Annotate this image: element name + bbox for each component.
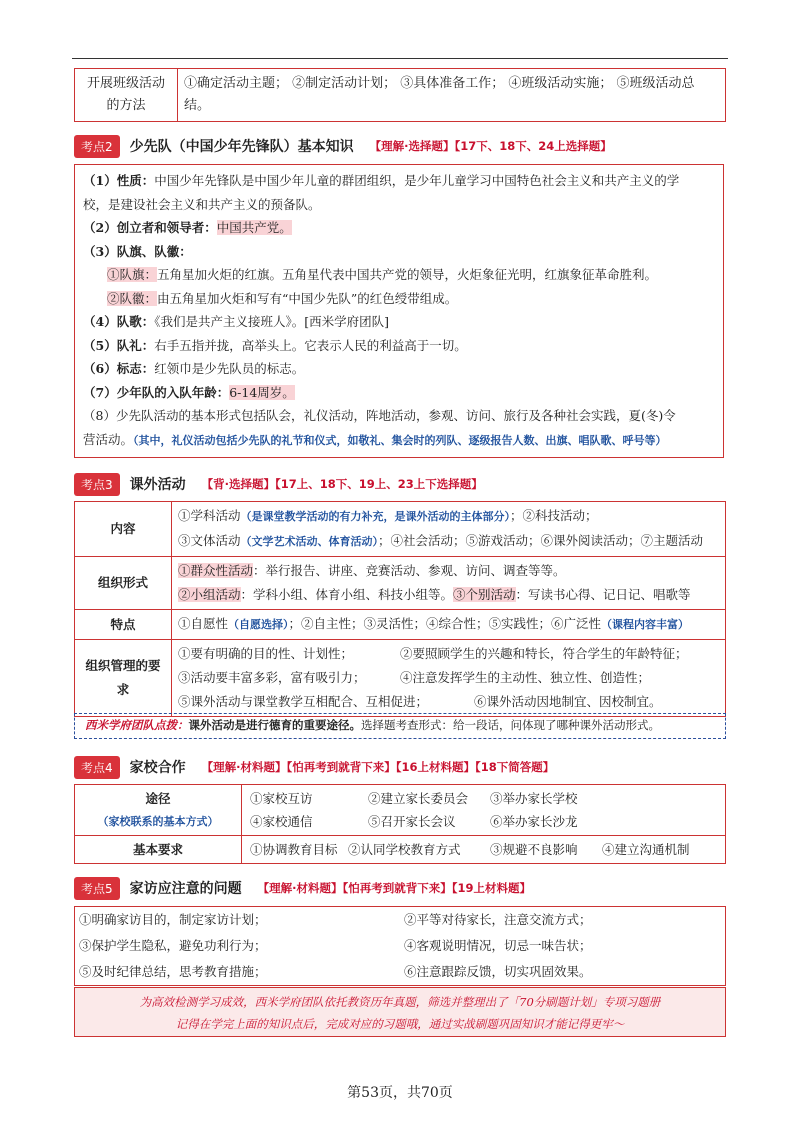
table-row bbox=[75, 502, 726, 557]
list-item: 营活动。（其中，礼仪活动包括少先队的礼节和仪式，如敬礼、集会时的列队、逐级报告人数、出旗、唱队歌、呼号等） bbox=[83, 431, 667, 447]
section-header-2 bbox=[74, 134, 612, 158]
section-tags: 【背·选择题】【17上、18下、19上、23上下选择题】 bbox=[201, 477, 483, 491]
section-tags: 【理解·材料题】【怕再考到就背下来】【19上材料题】 bbox=[257, 881, 532, 895]
section-title: 家校合作 bbox=[129, 760, 186, 776]
list-item: ②队徽：由五角星加火炬和写有“中国少先队”的红色绶带组成。 bbox=[107, 290, 458, 306]
top-rule bbox=[72, 58, 728, 59]
section-title: 课外活动 bbox=[129, 477, 186, 493]
list-item: 校，是建设社会主义和共产主义的预备队。 bbox=[83, 196, 321, 212]
promo-banner: 为高效检测学习成效，西米学府团队依托教资历年真题，筛选并整理出了「70分刷题计划」专项习题册 记得在学完上面的知识点后，完成对应的习题哦，通过实战刷题巩固知识才能记得更牢～ bbox=[74, 987, 726, 1037]
list-item: ④客观说明情况，切忌一味告状； bbox=[404, 938, 592, 953]
section-badge: 考点2 bbox=[74, 135, 120, 158]
pioneer-knowledge-box bbox=[74, 164, 724, 458]
page-number: 第53页，共70页 bbox=[347, 1085, 453, 1101]
list-item: ③保护学生隐私，避免功利行为； bbox=[79, 938, 267, 953]
table-row bbox=[75, 785, 726, 836]
list-item: （2）创立者和领导者：中国共产党。 bbox=[83, 220, 292, 235]
list-item: （6）标志：红领巾是少先队员的标志。 bbox=[83, 361, 305, 376]
list-item: （7）少年队的入队年龄：6-14周岁。 bbox=[83, 384, 295, 400]
section-tags: 【理解·选择题】【17下、18下、24上选择题】 bbox=[369, 139, 612, 153]
section-title: 家访应注意的问题 bbox=[129, 881, 242, 897]
list-item: ①明确家访目的，制定家访计划； bbox=[79, 912, 267, 927]
row-label: 组织管理的要求 bbox=[75, 640, 172, 717]
row-label: 内容 bbox=[75, 502, 172, 557]
list-item: （8）少先队活动的基本形式包括队会，礼仪活动，阵地活动，参观、访问、旅行及各种社会实践，夏(冬)令 bbox=[83, 408, 676, 423]
row-label: 开展班级活动的方法 bbox=[75, 69, 178, 122]
tip-note: 西米学府团队点拨：课外活动是进行德育的重要途径。选择题考查形式：给一段话，问体现了哪种课外活动形式。 bbox=[74, 713, 726, 739]
list-item: ①队旗：五角星加火炬的红旗。五角星代表中国共产党的领导，火炬象征光明，红旗象征革命胜利。 bbox=[107, 267, 658, 282]
section-badge: 考点4 bbox=[74, 756, 120, 779]
row-label: 基本要求 bbox=[75, 836, 242, 864]
list-item: （1）性质：中国少年先锋队是中国少年儿童的群团组织，是少年儿童学习中国特色社会主义和共产主义的学 bbox=[83, 173, 680, 188]
row-content: ①学科活动（是课堂教学活动的有力补充，是课外活动的主体部分）；②科技活动； ③文体活动（文学艺术活动、体育活动）；④社会活动；⑤游戏活动；⑥课外阅读活动；⑦主题活动 bbox=[172, 502, 726, 557]
list-item: ②平等对待家长，注意交流方式； bbox=[404, 912, 592, 927]
table-row bbox=[75, 557, 726, 610]
row-content: ①群众性活动：举行报告、讲座、竞赛活动、参观、访问、调查等等。 ②小组活动：学科小组、体育小组、科技小组等。③个别活动：写读书心得、记日记、唱歌等 bbox=[172, 557, 726, 610]
row-label: 组织形式 bbox=[75, 557, 172, 610]
method-table bbox=[74, 68, 726, 122]
row-content: ①家校互访 ②建立家长委员会 ③举办家长学校 ④家校通信 ⑤召开家长会议 ⑥举办家长沙龙 bbox=[242, 785, 726, 836]
table-row bbox=[75, 907, 726, 934]
section-header-4 bbox=[74, 755, 554, 779]
home-visit-table bbox=[74, 906, 726, 986]
section-badge: 考点5 bbox=[74, 877, 120, 900]
row-content: ①自愿性（自愿选择）；②自主性；③灵活性；④综合性；⑤实践性；⑥广泛性（课程内容丰富） bbox=[172, 610, 726, 640]
row-content: ①确定活动主题； ②制定活动计划； ③具体准备工作； ④班级活动实施； ⑤班级活动总结。 bbox=[178, 69, 726, 122]
row-content: ①要有明确的目的性、计划性； ②要照顾学生的兴趣和特长，符合学生的年龄特征； ③活动要丰富多彩，富有吸引力； ④注意发挥学生的主动性、独立性、创造性； ⑤课外活动与课堂教学互相配合、互相促进； ⑥课外活动因地制宜、因校制宜。 bbox=[172, 640, 726, 717]
row-content: ①协调教育目标 ②认同学校教育方式 ③规避不良影响 ④建立沟通机制 bbox=[242, 836, 726, 864]
section-title: 少先队（中国少年先锋队）基本知识 bbox=[129, 139, 354, 155]
section-tags: 【理解·材料题】【怕再考到就背下来】【16上材料题】【18下简答题】 bbox=[201, 760, 555, 774]
table-row bbox=[75, 933, 726, 959]
row-label: 途径 （家校联系的基本方式） bbox=[75, 785, 242, 836]
list-item: （5）队礼：右手五指并拢，高举头上。它表示人民的利益高于一切。 bbox=[83, 337, 467, 353]
table-row bbox=[75, 959, 726, 986]
list-item: （4）队歌：《我们是共产主义接班人》。[西米学府团队] bbox=[83, 314, 389, 329]
section-header-3 bbox=[74, 472, 483, 496]
table-row bbox=[75, 836, 726, 864]
section-header-5 bbox=[74, 876, 531, 900]
table-row bbox=[75, 69, 726, 122]
list-item: ⑥注意跟踪反馈，切实巩固效果。 bbox=[404, 964, 592, 979]
list-item: （3）队旗、队徽： bbox=[83, 243, 192, 259]
home-school-table bbox=[74, 784, 726, 864]
table-row bbox=[75, 610, 726, 640]
extracurricular-table bbox=[74, 501, 726, 717]
list-item: ⑤及时纪律总结，思考教育措施； bbox=[79, 964, 267, 979]
table-row bbox=[75, 640, 726, 717]
row-label: 特点 bbox=[75, 610, 172, 640]
section-badge: 考点3 bbox=[74, 473, 120, 496]
